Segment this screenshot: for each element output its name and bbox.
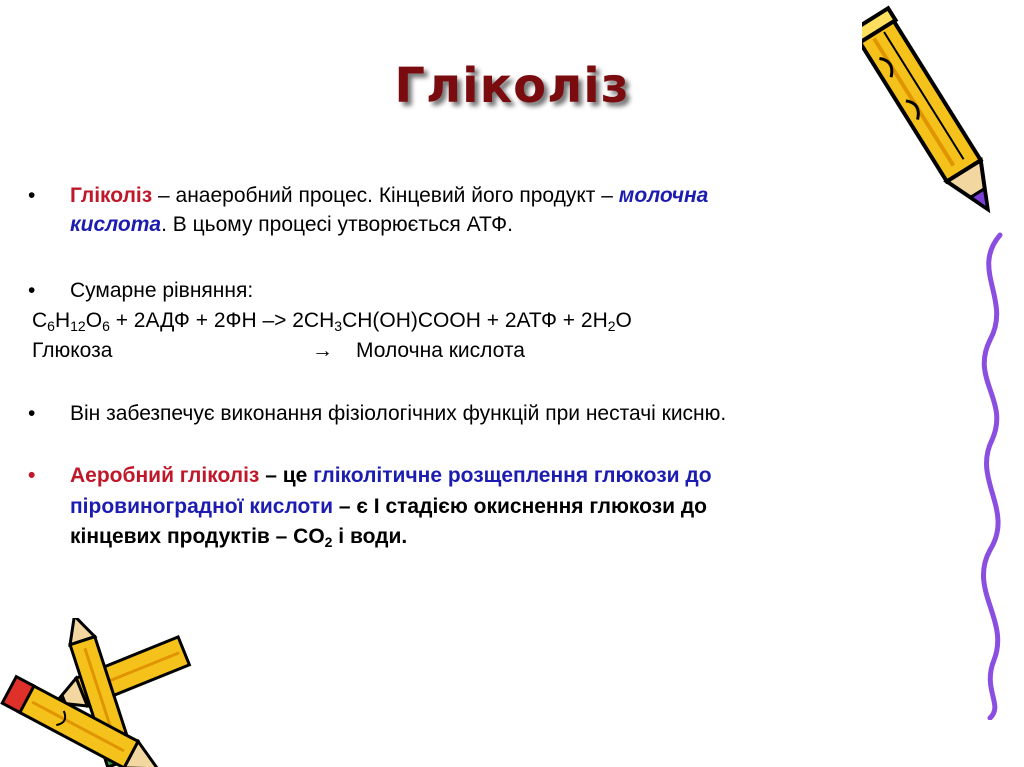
blue-phrase-2: піровиноградної кислоти: [70, 495, 334, 518]
squiggle-line: [960, 230, 1024, 720]
reaction-arrow: →: [312, 339, 333, 362]
term-aerobic-glycolysis: Аеробний гліколіз: [70, 464, 260, 487]
paragraph-1-text: – анаеробний процес. Кінцевий його продукт –: [152, 184, 619, 207]
paragraph-4-line-3: кінцевих продуктів – $CO_2$ і води.: [70, 525, 408, 550]
product-term-2: кислота: [70, 213, 162, 236]
slide-title: Гліколіз: [394, 58, 630, 114]
bullet-marker-red: •: [28, 464, 36, 487]
paragraph-1-text-2: . В цьому процесі утворюється АТФ.: [161, 213, 513, 236]
term-glycolysis: Гліколіз: [70, 184, 153, 207]
paragraph-1-line-1: [70, 183, 708, 209]
crossed-pencils: [0, 618, 210, 767]
pencil-icon: [862, 0, 1002, 240]
glucose-label: Глюкоза: [32, 339, 113, 362]
paragraph-1-line-2: [70, 212, 513, 238]
lactic-acid-label: Молочна кислота: [356, 339, 525, 362]
bullet-marker: •: [28, 279, 36, 302]
paragraph-4-line-2: піровиноградної кислоти – є І стадією окиснення глюкози до: [70, 495, 708, 518]
product-term: молочна: [618, 184, 709, 207]
paragraph-3: Він забезпечує виконання фізіологічних функцій при нестачі кисню.: [70, 402, 727, 425]
paragraph-4-line-1: Аеробний гліколіз – це гліколітичне розщеплення глюкози до: [70, 464, 712, 487]
equation-label: Сумарне рівняння:: [70, 279, 254, 302]
equation: $C_6H_{12}O_6 + 2АДФ + 2ФН$ –> $2CH_3CH(OH)COOH + 2АТФ + 2H_2O$: [32, 309, 632, 334]
bullet-marker: •: [28, 402, 36, 425]
bullet-marker: •: [28, 184, 36, 207]
blue-phrase: гліколітичне розщеплення глюкози до: [313, 464, 712, 487]
